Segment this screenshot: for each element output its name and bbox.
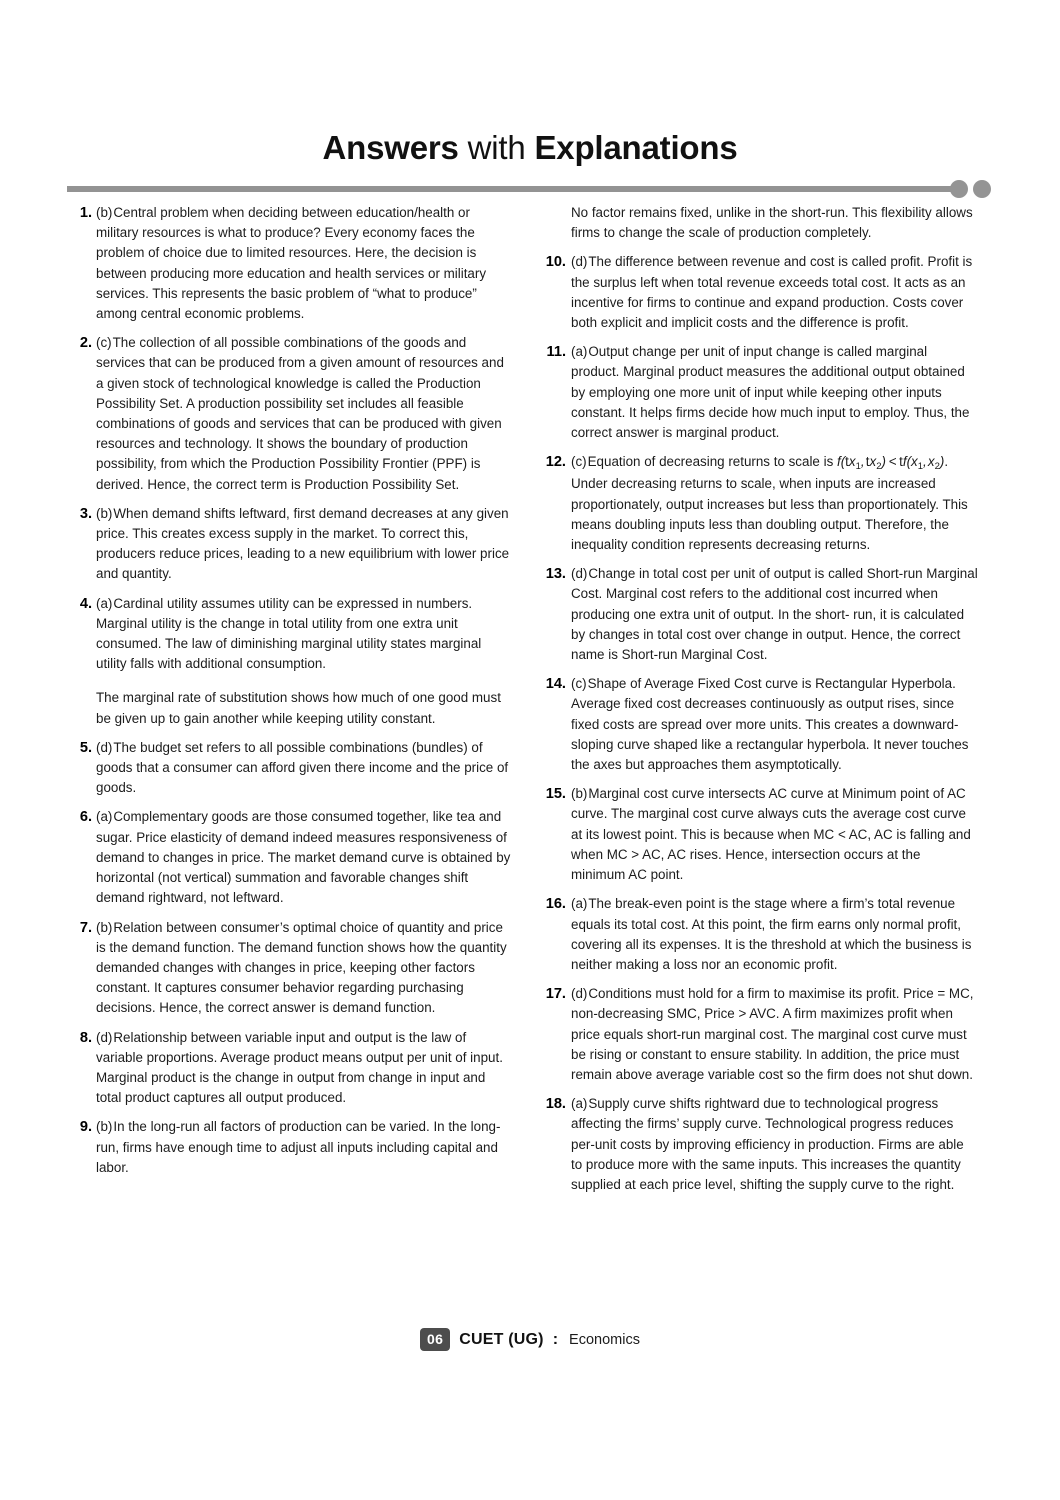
- answer-text: In the long-run all factors of production can be varied. In the long-run, firms have enough time to adjust all inputs including capital and labor.: [96, 1119, 501, 1175]
- answer-number: 7.: [79, 919, 92, 936]
- answer-option: (b): [571, 786, 588, 802]
- answer-option: (d): [96, 1029, 113, 1045]
- answer-option: (b): [96, 205, 113, 220]
- answer-paragraph: [571, 342, 978, 443]
- answer-option: (a): [571, 344, 588, 360]
- answer-item-16: [536, 894, 978, 975]
- answer-paragraph: [571, 984, 978, 1085]
- answer-option: (c): [96, 335, 112, 351]
- answer-number: 4.: [79, 595, 92, 612]
- answer-option: (c): [571, 454, 587, 470]
- answer-number: 11.: [546, 344, 566, 361]
- footer-page-number-badge: 06: [420, 1328, 450, 1351]
- answer-text: Marginal cost curve intersects AC curve at Minimum point of AC curve. The marginal cost curve always cuts the average cost curve at its lowest point. This is because when MC < AC, AC is falling and when MC > AC, AC rises. Hence, intersection occurs at the minimum AC point.: [571, 786, 971, 883]
- answer-option: (a): [96, 809, 113, 825]
- page-footer: [0, 1328, 1060, 1351]
- answer-item-9: [70, 1117, 512, 1178]
- answer-continuation-paragraph: No factor remains fixed, unlike in the short-run. This flexibility allows firms to change the scale of production completely.: [571, 205, 973, 241]
- answer-item-11: [536, 342, 978, 443]
- answer-item-4: [70, 594, 512, 729]
- answer-number: 14.: [545, 676, 566, 693]
- answer-paragraph: [96, 333, 512, 495]
- answer-option: (a): [571, 1096, 588, 1112]
- answer-item-12: [536, 452, 978, 555]
- answer-text: The budget set refers to all possible combinations (bundles) of goods that a consumer can afford given there income and the price of goods.: [96, 739, 509, 796]
- answer-paragraph: [96, 203, 512, 324]
- page-header: [0, 128, 1060, 168]
- answer-paragraph: [571, 564, 978, 665]
- answer-text: Cardinal utility assumes utility can be expressed in numbers. Marginal utility is the change in total utility from one extra unit consumed. The law of diminishing marginal utility states marginal utility falls with additional consumption.: [96, 595, 482, 672]
- answer-item-14: [536, 674, 978, 775]
- answer-text: When demand shifts leftward, first demand decreases at any given price. This creates excess supply in the market. To correct this, producers reduce prices, leading to a new equilibrium with lower price and quantity.: [96, 505, 510, 582]
- answer-item-18: [536, 1094, 978, 1195]
- answer-item-2: [70, 333, 512, 495]
- answers-column-left: [70, 203, 512, 1187]
- answer-option: (a): [96, 595, 113, 611]
- answer-option: (d): [571, 566, 588, 582]
- answer-number: 2.: [79, 335, 92, 352]
- answer-number: 15.: [545, 786, 566, 803]
- page-title-part3: Explanations: [534, 129, 738, 166]
- answer-text-after-formula: . Under decreasing returns to scale, when inputs are increased proportionately, output increases but less than proportionately. This means doubling inputs less than doubling output. Therefore, the inequality condition represents decreasing returns.: [571, 454, 968, 553]
- answer-paragraph: [96, 1028, 512, 1109]
- answer-item-10: [536, 252, 978, 333]
- answer-number: 17.: [545, 986, 566, 1003]
- answer-option: (d): [571, 254, 588, 270]
- answer-option: (b): [96, 1119, 113, 1135]
- answer-text: Relationship between variable input and output is the law of variable proportions. Average product means output per unit of input. Marginal product is the change in output from change in input and total product captures all output produced.: [96, 1029, 503, 1106]
- answer-text: Output change per unit of input change is called marginal product. Marginal product measures the additional output obtained by employing one more unit of input while keeping other inputs constant. It helps firms decide how much input to employ. Thus, the correct answer is marginal product.: [571, 344, 970, 441]
- answer-number: 3.: [79, 505, 92, 522]
- answer-text: Central problem when deciding between education/health or military resources is what to produce? Every economy faces the problem of choice due to limited resources. Here, the decision is between producing more education and health services or military services. This represents the basic problem of “what to produce” among central economic problems.: [96, 205, 487, 322]
- answer-paragraph: [96, 1117, 512, 1178]
- answer-item-1: [70, 203, 512, 324]
- answer-item-17: [536, 984, 978, 1085]
- answer-text: Supply curve shifts rightward due to technological progress affecting the firms’ supply curve. Technological progress reduces per-unit costs by improving efficiency in production. Firms are able to produce more with the same inputs. This increases the quantity supplied at each price level, shifting the supply curve to the right.: [571, 1096, 964, 1192]
- answer-number: 10.: [545, 254, 566, 271]
- divider-dot-inner: [950, 180, 968, 198]
- answer-paragraph: [96, 807, 512, 908]
- answer-item-6: [70, 807, 512, 908]
- answer-text: Conditions must hold for a firm to maximise its profit. Price = MC, non-decreasing SMC, Price > AVC. A firm maximizes profit when price equals short-run marginal cost. The marginal cost curve must be rising or constant to ensure stability. In addition, the price must remain above average variable cost so the firm does not shut down.: [571, 986, 974, 1082]
- page-title-part1: Answers: [322, 129, 459, 166]
- answer-paragraph: [96, 504, 512, 585]
- answer-option: (a): [571, 896, 588, 912]
- answer-paragraph: [96, 594, 512, 675]
- answer-number: 18.: [545, 1096, 566, 1113]
- answer-text: The difference between revenue and cost is called profit. Profit is the surplus left when total revenue exceeds total cost. It acts as an incentive for firms to continue and expand production. Costs cover both explicit and implicit costs and the difference is profit.: [571, 254, 973, 331]
- divider-dot-outer: [973, 180, 991, 198]
- page-title-part2: with: [467, 129, 526, 166]
- answer-option: (d): [571, 986, 588, 1002]
- answer-paragraph: [571, 674, 978, 775]
- header-divider: [67, 178, 993, 200]
- answer-number: 1.: [79, 205, 92, 221]
- answer-paragraph: [571, 452, 978, 555]
- answer-text: Relation between consumer’s optimal choice of quantity and price is the demand function. The demand function shows how the quantity demanded changes with changes in price, keeping other factors constant. It captures consumer behavior regarding purchasing decisions. Hence, the correct answer is demand function.: [96, 919, 507, 1016]
- answer-paragraph: [571, 1094, 978, 1195]
- answer-option: (b): [96, 505, 113, 521]
- footer-separator: :: [552, 1330, 559, 1348]
- answers-list-left: [70, 203, 512, 1178]
- answer-item-3: [70, 504, 512, 585]
- answer-option: (b): [96, 919, 113, 935]
- divider-line: [67, 186, 962, 192]
- answer-item-7: [70, 918, 512, 1019]
- answer-number: 5.: [79, 739, 92, 756]
- decreasing-returns-formula: $f(tx_1$, $tx_2) < tf(x_1$, $x_2$): [836, 454, 945, 473]
- answer-item-13: [536, 564, 978, 665]
- footer-subject-name: Economics: [569, 1331, 640, 1348]
- answers-list-right: [536, 252, 978, 1195]
- answer-item-8: [70, 1028, 512, 1109]
- answer-number: 16.: [545, 896, 566, 913]
- answer-paragraph: [96, 918, 512, 1019]
- answer-item-5: [70, 738, 512, 799]
- answer-text: The break-even point is the stage where a firm’s total revenue equals its total cost. At this point, the firm earns only normal profit, covering all its expenses. It is the threshold at which the business is neither making a loss nor an economic profit.: [571, 896, 972, 972]
- answer-paragraph: [571, 784, 978, 885]
- answer-paragraph: [571, 252, 978, 333]
- answer-number: 13.: [545, 566, 566, 583]
- answer-number: 8.: [79, 1029, 92, 1046]
- answer-number: 9.: [79, 1119, 92, 1136]
- answer-paragraph: [571, 894, 978, 975]
- answer-item-15: [536, 784, 978, 885]
- answer-text-before-formula: Equation of decreasing returns to scale is: [587, 454, 837, 470]
- answer-number: 12.: [545, 454, 566, 471]
- answers-column-right: [536, 203, 978, 1204]
- answer-text: Shape of Average Fixed Cost curve is Rectangular Hyperbola. Average fixed cost decreases continuously as output rises, since fixed costs are spread over more units. This creates a downward- sloping curve shaped like a rectangular hyperbola. It never touches the axes but approaches them asymptotically.: [571, 676, 969, 773]
- answer-number: 6.: [79, 809, 92, 826]
- page-title: [0, 128, 1060, 168]
- answer-paragraph: [96, 738, 512, 799]
- answer-text: Complementary goods are those consumed together, like tea and sugar. Price elasticity of demand indeed measures responsiveness of demand to changes in price. The market demand curve is obtained by horizontal (not vertical) summation and favorable changes shift demand rightward, not leftward.: [96, 809, 511, 906]
- answer-option: (d): [96, 739, 113, 755]
- footer-exam-name: CUET (UG): [459, 1330, 544, 1348]
- answer-paragraph-secondary: The marginal rate of substitution shows how much of one good must be given up to gain another while keeping utility constant.: [96, 690, 501, 726]
- answer-text: The collection of all possible combinations of the goods and services that can be produced from a given amount of resources and a given stock of technological knowledge is called the Production Possibility Set. A production possibility set includes all feasible combinations of goods and services that can be produced with given resources and technology. It shows the boundary of production possibility, from which the Production Possibility Frontier (PPF) is derived. Hence, the correct term is Production Possibility Set.: [96, 335, 504, 492]
- answer-option: (c): [571, 676, 587, 692]
- answer-text: Change in total cost per unit of output is called Short-run Marginal Cost. Marginal cost refers to the additional cost incurred when producing one extra unit of output. In the short- run, it is calculated by changes in total cost over change in output. Hence, the correct name is Short-run Marginal Cost.: [571, 566, 978, 663]
